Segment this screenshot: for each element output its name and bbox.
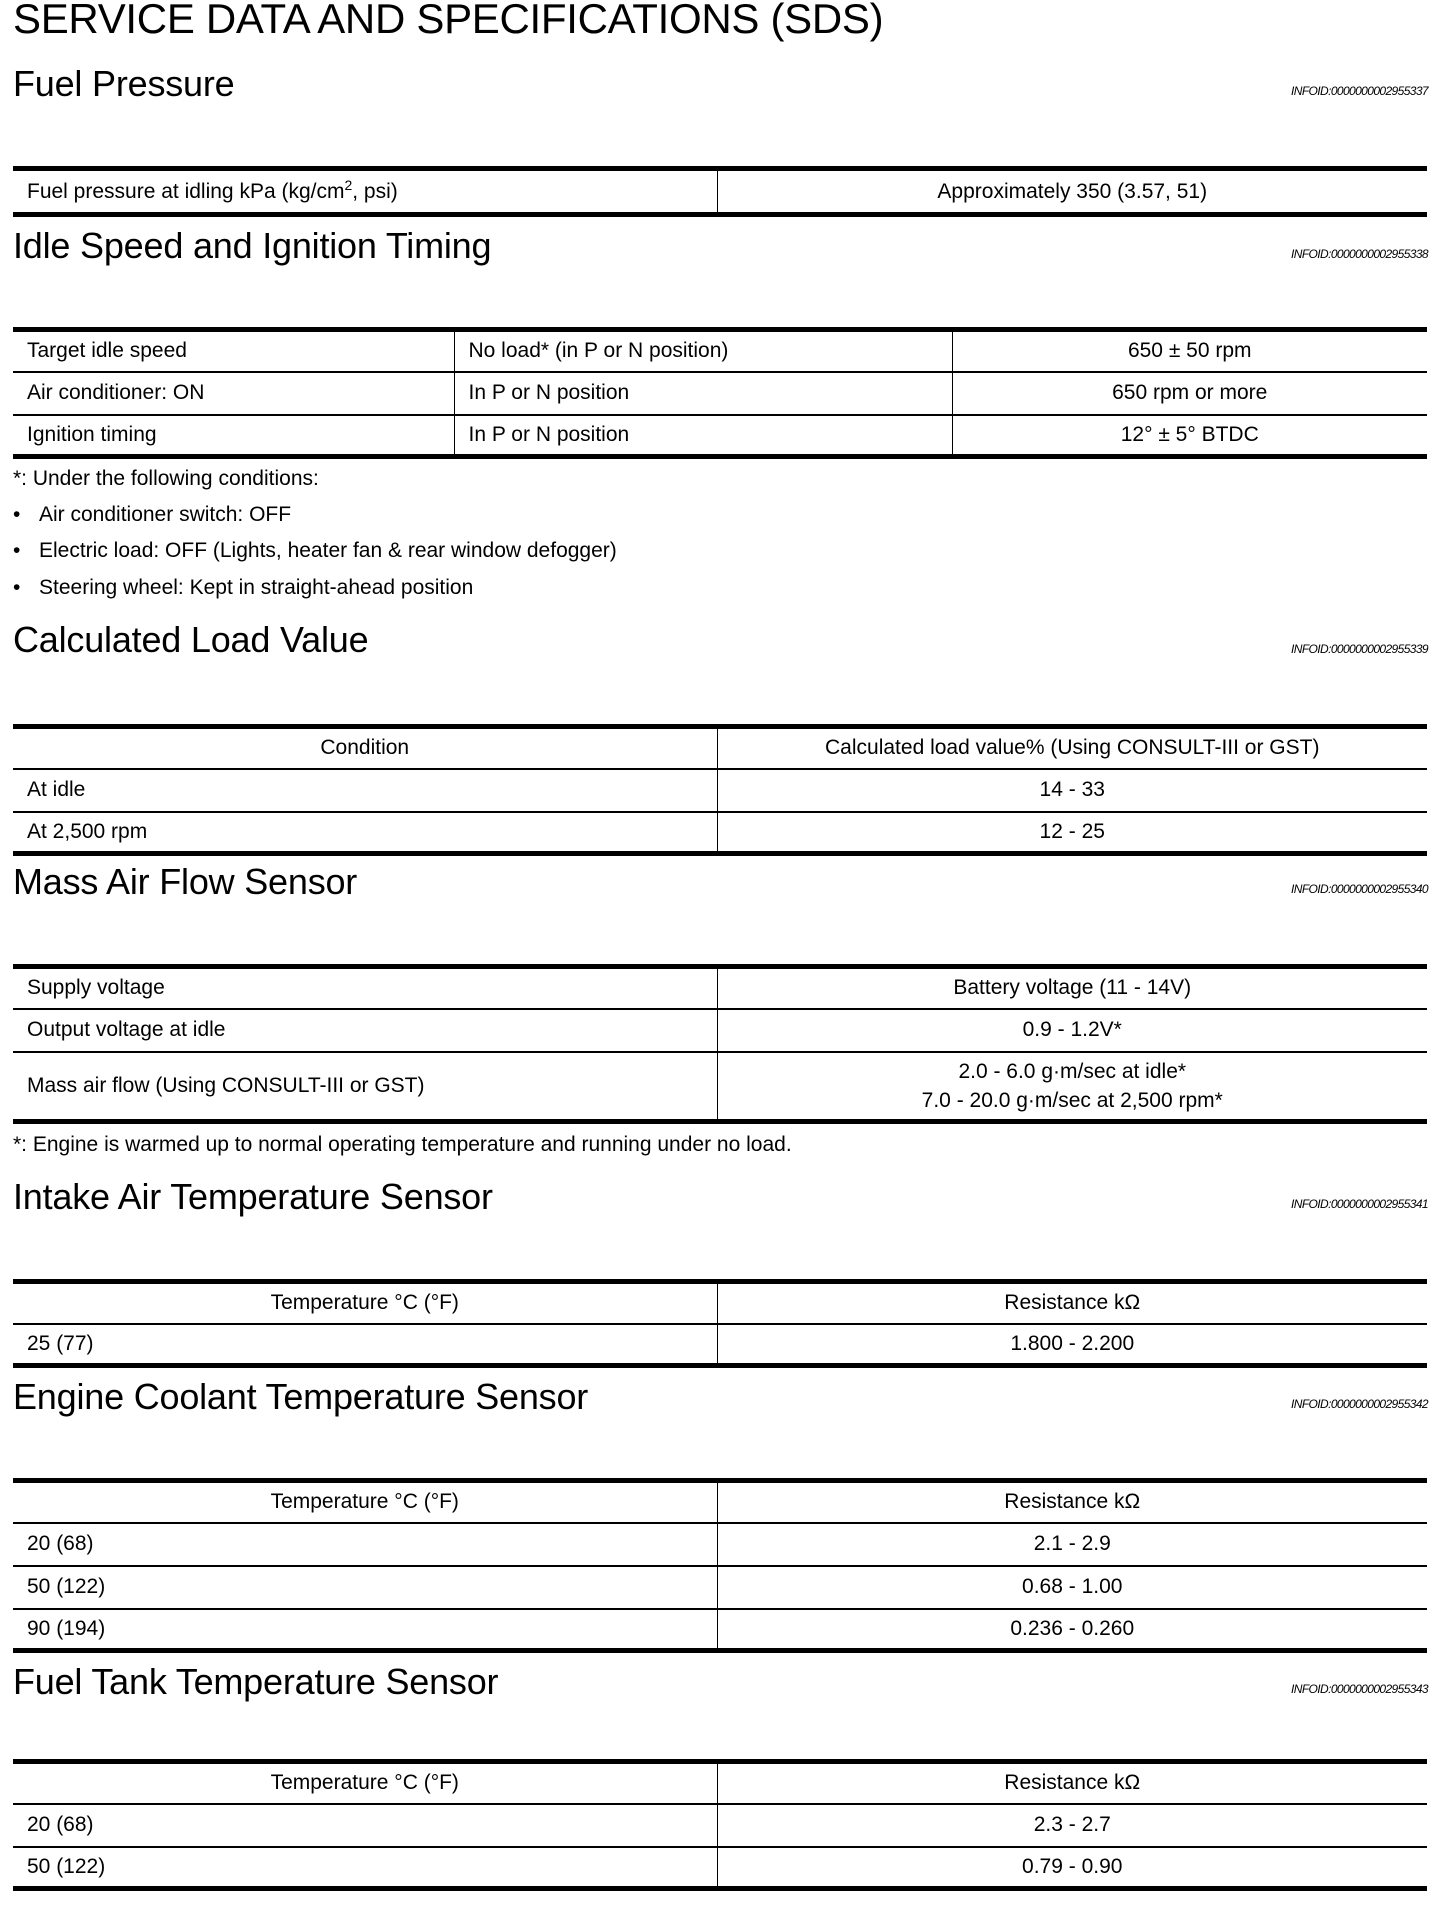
cell-item: Target idle speed xyxy=(27,339,187,363)
cell-value: 14 - 33 xyxy=(717,769,1427,812)
bullet-item xyxy=(13,574,473,602)
cell-value: 650 rpm or more xyxy=(952,372,1427,415)
section-heading-ftt-sensor: Fuel Tank Temperature Sensor xyxy=(13,1661,499,1702)
cell-resistance: 2.3 - 2.7 xyxy=(717,1804,1427,1847)
column-header: Resistance kΩ xyxy=(717,1762,1427,1804)
cell-value: 12° ± 5° BTDC xyxy=(952,415,1427,457)
section-heading-fuel-pressure: Fuel Pressure xyxy=(13,63,235,104)
cell-item: Ignition timing xyxy=(13,415,454,457)
cell-temperature: 20 (68) xyxy=(13,1804,717,1847)
bullet-item xyxy=(13,537,617,565)
column-header: Resistance kΩ xyxy=(717,1282,1427,1324)
table-row xyxy=(13,1009,1427,1052)
cell-value xyxy=(717,1052,1427,1122)
cell-resistance: 0.79 - 0.90 xyxy=(717,1847,1427,1889)
bullet-icon: • xyxy=(13,539,21,562)
table-header-row xyxy=(13,727,1427,769)
infoid-ftt-sensor: INFOID:0000000002955343 xyxy=(1291,1682,1428,1696)
bullet-icon: • xyxy=(13,576,21,599)
infoid-maf-sensor: INFOID:0000000002955340 xyxy=(1291,882,1428,896)
cell-temperature: 20 (68) xyxy=(13,1523,717,1566)
fuel-pressure-table xyxy=(13,166,1427,217)
table-row xyxy=(13,967,1427,1009)
cell-value: Battery voltage (11 - 14V) xyxy=(717,967,1427,1009)
cell-value: 12 - 25 xyxy=(717,812,1427,854)
infoid-calculated-load: INFOID:0000000002955339 xyxy=(1291,642,1428,656)
infoid-iat-sensor: INFOID:0000000002955341 xyxy=(1291,1197,1428,1211)
table-row xyxy=(13,415,1427,457)
bullet-icon: • xyxy=(13,503,21,526)
table-header-row xyxy=(13,1481,1427,1523)
column-header: Temperature °C (°F) xyxy=(270,1490,459,1514)
cell-temperature: 25 (77) xyxy=(13,1324,717,1366)
page-title: SERVICE DATA AND SPECIFICATIONS (SDS) xyxy=(13,0,884,42)
cell-condition: No load* (in P or N position) xyxy=(454,330,952,372)
maf-sensor-footnote: *: Engine is warmed up to normal operating temperature and running under no load. xyxy=(13,1133,792,1156)
cell-resistance: 0.236 - 0.260 xyxy=(717,1609,1427,1651)
column-header: Calculated load value% (Using CONSULT-III or GST) xyxy=(717,727,1427,769)
cell-resistance: 0.68 - 1.00 xyxy=(717,1566,1427,1609)
table-row xyxy=(13,330,1427,372)
value-line: 7.0 - 20.0 g·m/sec at 2,500 rpm* xyxy=(921,1088,1223,1112)
column-header: Temperature °C (°F) xyxy=(270,1291,459,1315)
table-row xyxy=(13,169,1427,215)
cell-condition: In P or N position xyxy=(454,415,952,457)
iat-sensor-table xyxy=(13,1279,1427,1368)
bullet-text: Electric load: OFF (Lights, heater fan & rear window defogger) xyxy=(39,539,617,562)
section-heading-idle-speed: Idle Speed and Ignition Timing xyxy=(13,225,492,266)
table-row xyxy=(13,812,1427,854)
table-row xyxy=(13,769,1427,812)
column-header: Resistance kΩ xyxy=(717,1481,1427,1523)
cell-resistance: 2.1 - 2.9 xyxy=(717,1523,1427,1566)
infoid-ect-sensor: INFOID:0000000002955342 xyxy=(1291,1397,1428,1411)
cell-condition: At idle xyxy=(13,769,717,812)
column-header: Condition xyxy=(320,736,410,760)
column-header: Temperature °C (°F) xyxy=(270,1771,459,1795)
cell-item: Output voltage at idle xyxy=(13,1009,717,1052)
table-row xyxy=(13,1324,1427,1366)
table-row xyxy=(13,1804,1427,1847)
fuel-pressure-value: Approximately 350 (3.57, 51) xyxy=(717,169,1427,215)
section-heading-ect-sensor: Engine Coolant Temperature Sensor xyxy=(13,1376,589,1417)
section-heading-maf-sensor: Mass Air Flow Sensor xyxy=(13,861,358,902)
cell-resistance: 1.800 - 2.200 xyxy=(717,1324,1427,1366)
value-line: 2.0 - 6.0 g·m/sec at idle* xyxy=(958,1059,1187,1083)
table-header-row xyxy=(13,1282,1427,1324)
cell-temperature: 50 (122) xyxy=(13,1566,717,1609)
idle-speed-footnote: *: Under the following conditions: xyxy=(13,467,319,490)
cell-condition: In P or N position xyxy=(454,372,952,415)
calculated-load-table xyxy=(13,724,1427,856)
table-row xyxy=(13,1609,1427,1651)
table-row xyxy=(13,1523,1427,1566)
table-row xyxy=(13,1052,1427,1122)
section-heading-calculated-load: Calculated Load Value xyxy=(13,619,369,660)
cell-temperature: 50 (122) xyxy=(13,1847,717,1889)
cell-item: Mass air flow (Using CONSULT-III or GST) xyxy=(13,1052,717,1122)
cell-item: Supply voltage xyxy=(27,976,165,1000)
table-header-row xyxy=(13,1762,1427,1804)
cell-value: 0.9 - 1.2V* xyxy=(717,1009,1427,1052)
cell-value: 650 ± 50 rpm xyxy=(952,330,1427,372)
bullet-text: Air conditioner switch: OFF xyxy=(39,503,292,526)
fuel-pressure-label: Fuel pressure at idling kPa ($kg/cm^2$, psi) xyxy=(27,176,398,203)
cell-condition: At 2,500 rpm xyxy=(13,812,717,854)
bullet-item xyxy=(13,501,291,529)
ect-sensor-table xyxy=(13,1478,1427,1653)
table-row xyxy=(13,372,1427,415)
cell-item: Air conditioner: ON xyxy=(13,372,454,415)
section-heading-iat-sensor: Intake Air Temperature Sensor xyxy=(13,1176,493,1217)
cell-temperature: 90 (194) xyxy=(13,1609,717,1651)
infoid-idle-speed: INFOID:0000000002955338 xyxy=(1291,247,1428,261)
table-row xyxy=(13,1566,1427,1609)
table-row xyxy=(13,1847,1427,1889)
ftt-sensor-table xyxy=(13,1759,1427,1891)
maf-sensor-table xyxy=(13,964,1427,1124)
bullet-text: Steering wheel: Kept in straight-ahead position xyxy=(39,576,474,599)
idle-speed-table xyxy=(13,327,1427,459)
infoid-fuel-pressure: INFOID:0000000002955337 xyxy=(1291,84,1428,98)
